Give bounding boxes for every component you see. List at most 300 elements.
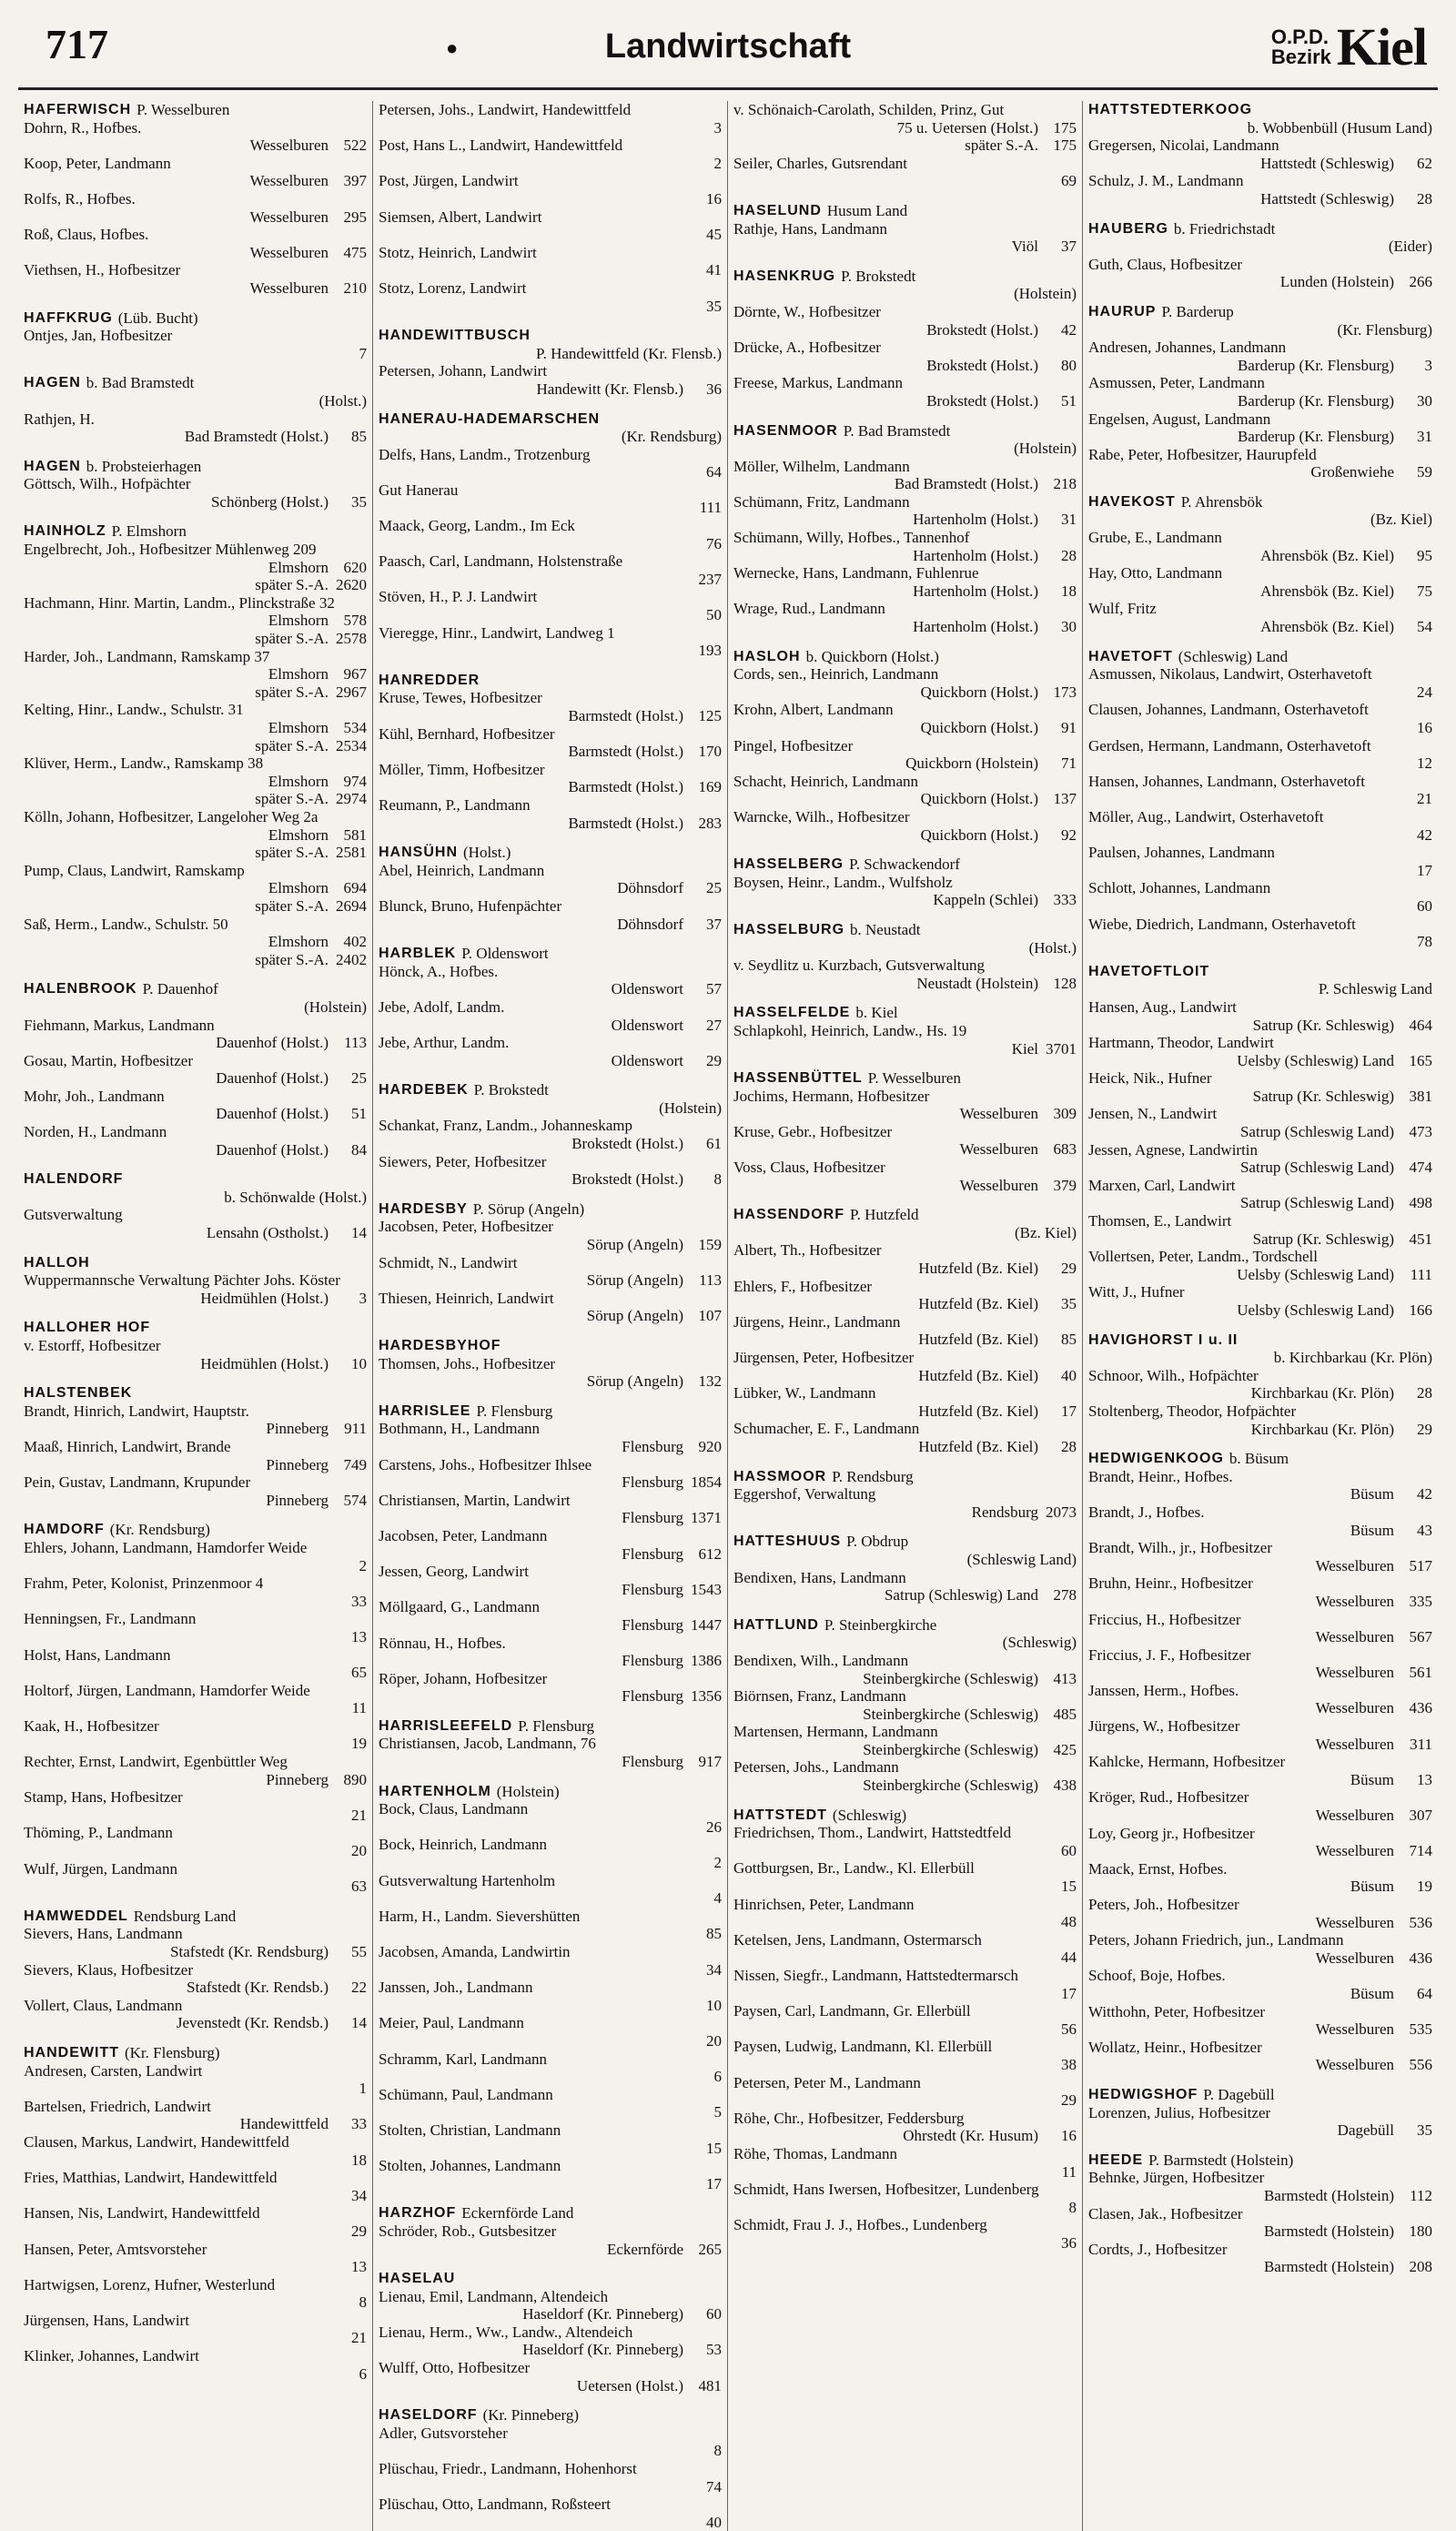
- list-item: [24, 1271, 367, 1307]
- entry-phone-line: [379, 2442, 722, 2460]
- entry-location: Bad Bramstedt (Holst.): [894, 475, 1038, 493]
- entry-location: Elmshorn: [268, 558, 329, 576]
- list-item: [24, 1610, 367, 1645]
- entry-phone-line: [379, 815, 722, 833]
- entry-name: Christiansen, Martin, Landwirt: [379, 1491, 571, 1509]
- entry-phone-line: [1088, 719, 1432, 737]
- entry-location: Wesselburen: [1315, 1842, 1394, 1860]
- place-post-info: P. Wesselburen: [867, 1069, 961, 1088]
- entry-phone-number: 37: [1061, 238, 1077, 256]
- list-item: [1088, 2039, 1432, 2074]
- entry-phone-line: [733, 1741, 1077, 1759]
- list-item: [733, 1278, 1077, 1313]
- entry-phone-line: [24, 559, 367, 577]
- place-post-info: (Holstein): [496, 1782, 560, 1800]
- entry-name: Bartelsen, Friedrich, Landwirt: [24, 2097, 211, 2115]
- entry-name: Gregersen, Nicolai, Landmann: [1088, 137, 1279, 155]
- place-section: [24, 101, 367, 298]
- place-name: HALENBROOK: [24, 981, 137, 997]
- list-item: [733, 2181, 1077, 2216]
- list-item: [24, 1925, 367, 1960]
- entry-phone-line: [733, 357, 1077, 375]
- entry-later-line: [24, 951, 367, 969]
- entry-phone-number: 26: [706, 1817, 722, 1836]
- entry-phone-line: [733, 2127, 1077, 2145]
- entry-name: Jensen, N., Landwirt: [1088, 1105, 1218, 1123]
- place-section: [1088, 1331, 1432, 1439]
- entry-name: Meier, Paul, Landmann: [379, 2014, 524, 2032]
- place-section: [379, 2406, 722, 2531]
- entry-name: Nissen, Siegfr., Landmann, Hattstedtermarsch: [733, 1967, 1019, 1984]
- entry-phone-line: [733, 238, 1077, 256]
- entry-phone-line: [733, 1777, 1077, 1795]
- entry-phone-number: 402: [343, 933, 367, 951]
- place-heading: [733, 202, 1077, 220]
- list-item: [379, 1355, 722, 1391]
- place-name: HAFFKRUG: [24, 309, 113, 326]
- entry-phone-line: [733, 1670, 1077, 1688]
- entry-name: Saß, Herm., Landw., Schulstr. 50: [24, 915, 228, 933]
- entry-location: Ahrensbök (Bz. Kiel): [1260, 546, 1394, 564]
- entry-phone-number: 175: [1053, 118, 1077, 137]
- list-item: [733, 2110, 1077, 2145]
- entry-location: Barmstedt (Holstein): [1263, 2186, 1394, 2204]
- entry-phone-number: 36: [1061, 2233, 1077, 2252]
- entry-phone-number: 38: [1061, 2055, 1077, 2073]
- entry-phone-number: 379: [1053, 1176, 1077, 1194]
- place-post-info: b. Friedrichstadt: [1173, 219, 1276, 238]
- place-section: [733, 1616, 1077, 1795]
- entry-phone-line: [733, 1177, 1077, 1195]
- list-item: [379, 2121, 722, 2157]
- entry-phone-number: 413: [1053, 1669, 1077, 1687]
- entry-phone-line: [379, 1652, 722, 1670]
- entry-location: Großenwiehe: [1310, 463, 1394, 481]
- entry-name: Hachmann, Hinr. Martin, Landm., Plinckstraße 32: [24, 593, 335, 612]
- place-heading: [1088, 1331, 1432, 1350]
- entry-name: Jacobsen, Amanda, Landwirtin: [379, 1943, 571, 1960]
- entry-phone-line: [379, 1509, 722, 1527]
- list-item: [24, 648, 367, 702]
- entry-location: Heidmühlen (Holst.): [200, 1354, 329, 1372]
- entry-later-number: 2694: [336, 896, 367, 915]
- entry-name: Thöming, P., Landmann: [24, 1824, 173, 1842]
- place-post-info-line2: (Holstein): [659, 1098, 722, 1117]
- entry-phone-line: [24, 428, 367, 446]
- entry-later-number: 2974: [336, 790, 367, 808]
- place-name: HAVEKOST: [1088, 493, 1176, 510]
- entry-location: Wesselburen: [1315, 2020, 1394, 2039]
- place-heading: [1088, 1450, 1432, 1468]
- entry-location: Pinneberg: [266, 1491, 329, 1509]
- entry-phone-line: [24, 2293, 367, 2312]
- place-heading: [24, 458, 367, 476]
- entry-phone-line: [1088, 683, 1432, 702]
- entry-later-label: später S.-A.: [255, 790, 329, 808]
- list-item: [379, 1420, 722, 1455]
- entry-name: Martensen, Hermann, Landmann: [733, 1723, 938, 1741]
- entry-name: Gosau, Martin, Hofbesitzer: [24, 1051, 194, 1069]
- entry-phone-line: [1088, 1421, 1432, 1439]
- entry-name: Ketelsen, Jens, Landmann, Ostermarsch: [733, 1930, 982, 1949]
- place-post-info: [1258, 101, 1432, 119]
- entry-phone-line: [1088, 1949, 1432, 1968]
- entry-phone-number: 974: [343, 772, 367, 790]
- entry-location: Ahrensbök (Bz. Kiel): [1260, 618, 1394, 636]
- entry-phone-number: 307: [1409, 1807, 1432, 1825]
- list-item: [379, 1735, 722, 1770]
- list-item: [1088, 737, 1432, 773]
- entry-phone-line: [379, 1961, 722, 1979]
- list-item: [1088, 446, 1432, 481]
- entry-name: Klüver, Herm., Landw., Ramskamp 38: [24, 754, 264, 773]
- list-item: [379, 963, 722, 998]
- entry-phone-number: 159: [698, 1236, 722, 1254]
- page-title: Landwirtschaft: [604, 27, 852, 66]
- entry-phone-line: [1088, 155, 1432, 173]
- entry-phone-line: [1088, 897, 1432, 916]
- place-heading: [1088, 303, 1432, 321]
- list-item: [24, 1860, 367, 1896]
- entry-phone-number: 4: [713, 1889, 722, 1908]
- entry-phone-line: [379, 380, 722, 399]
- entry-later-number: 2967: [336, 683, 367, 701]
- entry-location: Steinbergkirche (Schleswig): [863, 1740, 1038, 1758]
- entry-location: Elmshorn: [268, 719, 329, 736]
- entry-phone-number: 28: [1417, 1384, 1432, 1402]
- place-name: HARDESBY: [379, 1200, 468, 1217]
- entry-name: Wiebe, Diedrich, Landmann, Osterhavetoft: [1088, 915, 1356, 933]
- entry-phone-line: [379, 1307, 722, 1325]
- entry-phone-line: [379, 535, 722, 553]
- entry-phone-number: 54: [1417, 618, 1432, 636]
- entry-phone-line: [24, 279, 367, 298]
- list-item: [379, 588, 722, 623]
- entry-location: Hartenholm (Holst.): [913, 582, 1038, 600]
- entry-phone-line: [1088, 1017, 1432, 1035]
- entry-name: v. Estorff, Hofbesitzer: [24, 1337, 161, 1354]
- entry-location: Steinbergkirche (Schleswig): [863, 1705, 1038, 1723]
- place-section: [733, 1206, 1077, 1455]
- entry-phone-number: 64: [1417, 1984, 1432, 2002]
- entry-location: Oldenswort: [611, 1016, 683, 1034]
- place-post-info-line2: P. Schleswig Land: [1318, 980, 1432, 998]
- list-item: [1088, 1753, 1432, 1788]
- entry-phone-line: [1088, 1088, 1432, 1106]
- list-item: [1088, 256, 1432, 291]
- entry-phone-number: 210: [343, 278, 367, 297]
- place-post-info: P. Bad Bramstedt: [843, 421, 951, 440]
- entry-location: Barderup (Kr. Flensburg): [1237, 356, 1394, 374]
- list-item: [1088, 1177, 1432, 1212]
- entry-phone-line: [1088, 1123, 1432, 1141]
- list-item: [733, 1022, 1077, 1058]
- entry-later-number: 2581: [336, 844, 367, 862]
- place-post-info: P. Oldenswort: [461, 945, 549, 963]
- entry-phone-number: 498: [1409, 1194, 1432, 1212]
- entry-phone-number: 173: [1053, 683, 1077, 701]
- entry-name: Sievers, Hans, Landmann: [24, 1925, 183, 1943]
- entry-phone-number: 25: [706, 879, 722, 897]
- place-post-info: P. Flensburg: [518, 1716, 594, 1735]
- entry-phone-number: 17: [1061, 1402, 1077, 1420]
- entry-name: Kahlcke, Hermann, Hofbesitzer: [1088, 1753, 1286, 1771]
- place-section: [733, 1533, 1077, 1604]
- place-heading: [379, 1200, 722, 1219]
- entry-location: Schönberg (Holst.): [210, 492, 329, 511]
- entry-phone-line: [733, 790, 1077, 808]
- entry-location: Wesselburen: [1315, 2056, 1394, 2074]
- entry-phone-number: 29: [1061, 1260, 1077, 1278]
- entry-phone-number: 57: [706, 980, 722, 998]
- entry-phone-number: 42: [1417, 1485, 1432, 1503]
- entry-phone-line: [733, 1913, 1077, 1931]
- entry-name: Rechter, Ernst, Landwirt, Egenbüttler Weg: [24, 1753, 288, 1771]
- entry-name: Wollatz, Heinr., Hofbesitzer: [1088, 2038, 1262, 2056]
- entry-phone-line: [1088, 1301, 1432, 1320]
- entry-phone-number: 21: [351, 2329, 367, 2347]
- entry-phone-line: [733, 719, 1077, 737]
- place-name: HASENKRUG: [733, 268, 836, 284]
- place-name: HEEDE: [1088, 2151, 1144, 2168]
- place-name: HALLOH: [24, 1254, 90, 1271]
- entry-phone-number: 30: [1061, 618, 1077, 636]
- place-name: HASELAU: [379, 2271, 456, 2287]
- list-item: [733, 1313, 1077, 1349]
- list-item: [379, 897, 722, 933]
- entry-name: Witt, J., Hufner: [1088, 1283, 1185, 1301]
- list-item: [1088, 1141, 1432, 1177]
- entry-phone-line: [24, 1735, 367, 1753]
- place-heading: [379, 1717, 722, 1736]
- entry-name: Lübker, W., Landmann: [733, 1384, 876, 1402]
- entry-phone-number: 34: [706, 1960, 722, 1979]
- entry-phone-line: [24, 1878, 367, 1896]
- entry-phone-line: [733, 683, 1077, 702]
- entry-name: Möller, Aug., Landwirt, Osterhavetoft: [1088, 807, 1324, 825]
- place-name: HATTSTEDTERKOOG: [1088, 102, 1253, 117]
- entry-phone-line: [1088, 428, 1432, 446]
- place-post-info: P. Elmshorn: [111, 522, 187, 541]
- list-item: [1088, 1646, 1432, 1682]
- list-item: [733, 773, 1077, 808]
- entry-name: Witthohn, Peter, Hofbesitzer: [1088, 2002, 1266, 2020]
- entry-phone-line: [24, 1141, 367, 1159]
- place-post-info: b. Bad Bramstedt: [86, 374, 195, 392]
- place-name: HARRISLEEFELD: [379, 1717, 513, 1734]
- place-heading: [379, 1337, 722, 1355]
- place-section: [733, 1069, 1077, 1194]
- list-item: [1088, 2205, 1432, 2241]
- list-item: [379, 279, 722, 315]
- entry-later-number: 2534: [336, 736, 367, 754]
- list-item: [733, 2216, 1077, 2252]
- place-post-info: Eckernförde Land: [461, 2204, 574, 2222]
- entry-phone-line: [379, 980, 722, 998]
- entry-location: Flensburg: [622, 1544, 683, 1563]
- entry-name: Klinker, Johannes, Landwirt: [24, 2347, 199, 2365]
- entry-phone-line: [733, 2199, 1077, 2217]
- place-name: HASSMOOR: [733, 1468, 827, 1484]
- entry-phone-line: [733, 975, 1077, 993]
- list-item: [24, 410, 367, 446]
- entry-name: Schumacher, E. F., Landmann: [733, 1420, 920, 1438]
- entry-later-number: 175: [1053, 137, 1077, 155]
- list-item: [24, 2133, 367, 2169]
- entry-name: Dohrn, R., Hofbes.: [24, 118, 142, 137]
- entry-phone-line: [379, 707, 722, 725]
- entry-phone-number: 42: [1061, 320, 1077, 339]
- entry-name: Brandt, J., Hofbes.: [1088, 1503, 1205, 1521]
- entry-location: Wesselburen: [1315, 1913, 1394, 1931]
- list-item: [379, 2496, 722, 2531]
- entry-phone-line: [733, 1295, 1077, 1313]
- place-post-info-line2: (Kr. Flensburg): [1337, 320, 1432, 339]
- list-item: [733, 1241, 1077, 1277]
- entry-name: Friccius, H., Hofbesitzer: [1088, 1610, 1241, 1628]
- entry-phone-line: [1088, 392, 1432, 410]
- entry-phone-number: 18: [351, 2151, 367, 2169]
- entry-name: Harder, Joh., Landmann, Ramskamp 37: [24, 647, 270, 665]
- entry-name: Post, Hans L., Landwirt, Handewittfeld: [379, 137, 623, 155]
- place-post-info: [536, 327, 722, 345]
- entry-phone-number: 2: [359, 1556, 367, 1574]
- entry-name: Heick, Nik., Hufner: [1088, 1069, 1212, 1088]
- place-name: HATTESHUUS: [733, 1534, 842, 1550]
- entry-phone-number: 31: [1061, 511, 1077, 529]
- entry-location: Hattstedt (Schleswig): [1260, 154, 1394, 172]
- entry-phone-line: [379, 1052, 722, 1070]
- entry-phone-number: 309: [1053, 1105, 1077, 1123]
- place-post-info: [485, 672, 722, 690]
- entry-phone-number: 278: [1053, 1586, 1077, 1605]
- place-post-info: b. Büsum: [1228, 1450, 1289, 1468]
- place-post-info: P. Brokstedt: [473, 1081, 549, 1099]
- entry-phone-number: 6: [359, 2364, 367, 2383]
- list-item: [24, 475, 367, 511]
- place-post-info: b. Neustadt: [850, 920, 921, 938]
- list-item: [733, 458, 1077, 493]
- entry-name: Kröger, Rud., Hofbesitzer: [1088, 1788, 1249, 1807]
- entry-location: Elmshorn: [268, 879, 329, 897]
- list-item: [1088, 1539, 1432, 1574]
- bullet-icon: ●: [446, 36, 459, 59]
- list-item: [733, 1859, 1077, 1895]
- list-item: [1088, 1611, 1432, 1646]
- entry-phone-number: 311: [1410, 1735, 1432, 1753]
- entry-name: Warncke, Wilh., Hofbesitzer: [733, 807, 910, 825]
- entry-phone-line: [24, 1943, 367, 1961]
- entry-phone-line: [1088, 190, 1432, 208]
- entry-phone-number: 45: [706, 226, 722, 244]
- entry-phone-line: [1088, 1230, 1432, 1249]
- entry-phone-number: 890: [343, 1770, 367, 1788]
- entry-name: Bendixen, Wilh., Landmann: [733, 1651, 909, 1669]
- list-item: [24, 1088, 367, 1123]
- list-item: [733, 2145, 1077, 2181]
- entry-name: Engelbrecht, Joh., Hofbesitzer Mühlenweg 209: [24, 541, 317, 559]
- list-item: [24, 2276, 367, 2312]
- entry-location: Sörup (Angeln): [586, 1307, 683, 1325]
- entry-name: Sievers, Klaus, Hofbesitzer: [24, 1960, 194, 1979]
- entry-location: Steinbergkirche (Schleswig): [863, 1777, 1038, 1795]
- entry-phone-line: [24, 1224, 367, 1242]
- entry-location: Hattstedt (Schleswig): [1260, 189, 1394, 208]
- entry-phone-number: 17: [706, 2174, 722, 2192]
- entry-location: Brokstedt (Holst.): [926, 320, 1038, 339]
- entry-phone-line: [379, 226, 722, 244]
- place-section: [24, 1254, 367, 1308]
- place-section: [379, 672, 722, 832]
- place-heading: [379, 327, 722, 345]
- entry-phone-number: 436: [1409, 1949, 1432, 1967]
- entry-phone-number: 6: [713, 2068, 722, 2086]
- entry-phone-line: [24, 1069, 367, 1088]
- entry-later-number: 2578: [336, 630, 367, 648]
- place-name: HASELUND: [733, 202, 822, 218]
- list-item: [24, 916, 367, 969]
- entry-phone-number: 28: [1061, 1437, 1077, 1455]
- place-post-info-line2: (Bz. Kiel): [1370, 511, 1432, 529]
- entry-phone-number: 1: [359, 2080, 367, 2098]
- list-item: [1088, 1896, 1432, 1931]
- entry-phone-line: [379, 2377, 722, 2395]
- list-item: [379, 2050, 722, 2086]
- list-item: [24, 754, 367, 808]
- list-item: [24, 1824, 367, 1859]
- entry-phone-line: [1088, 826, 1432, 845]
- entry-phone-number: 3701: [1046, 1039, 1077, 1058]
- entry-phone-line: [24, 1771, 367, 1789]
- place-post-info: (Kr. Rendsburg): [109, 1521, 210, 1539]
- entry-phone-line: [24, 2187, 367, 2205]
- list-item: [24, 190, 367, 226]
- entry-location: Flensburg: [622, 1753, 683, 1771]
- place-name: HASSELFELDE: [733, 1005, 851, 1021]
- place-post-info: P. Obdrup: [846, 1533, 909, 1551]
- entry-name: Andresen, Carsten, Landwirt: [24, 2061, 203, 2080]
- list-item: [379, 2222, 722, 2258]
- entry-phone-number: 11: [1061, 2162, 1077, 2181]
- entry-phone-number: 425: [1053, 1740, 1077, 1758]
- entry-phone-line: [24, 612, 367, 630]
- list-item: [24, 1682, 367, 1717]
- page-header: [18, 9, 1438, 90]
- entry-location: Elmshorn: [268, 612, 329, 630]
- list-item: [24, 1337, 367, 1372]
- entry-phone-number: 125: [698, 707, 722, 724]
- entry-later-label: später S.-A.: [965, 137, 1038, 155]
- entry-location: Wesselburen: [1315, 1664, 1394, 1682]
- page-number: 717: [46, 21, 108, 67]
- entry-phone-number: 50: [706, 606, 722, 624]
- entry-location: Wesselburen: [1315, 1949, 1394, 1967]
- entry-name: Voss, Claus, Hofbesitzer: [733, 1159, 885, 1177]
- list-item: [1088, 1283, 1432, 1319]
- entry-location: Uelsby (Schleswig) Land: [1237, 1051, 1394, 1069]
- entry-name: Gottburgsen, Br., Landw., Kl. Ellerbüll: [733, 1859, 975, 1878]
- list-item: [733, 564, 1077, 600]
- entry-phone-number: 37: [706, 915, 722, 933]
- entry-phone-line: [733, 2056, 1077, 2074]
- entry-phone-number: 266: [1409, 273, 1432, 291]
- entry-phone-number: 8: [713, 1170, 722, 1189]
- place-name: HARDEBEK: [379, 1082, 469, 1098]
- entry-name: Röhe, Chr., Hofbesitzer, Feddersburg: [733, 2109, 965, 2127]
- entry-later-number: 2620: [336, 576, 367, 594]
- entry-phone-number: 113: [344, 1034, 367, 1052]
- entry-location: Pinneberg: [266, 1770, 329, 1788]
